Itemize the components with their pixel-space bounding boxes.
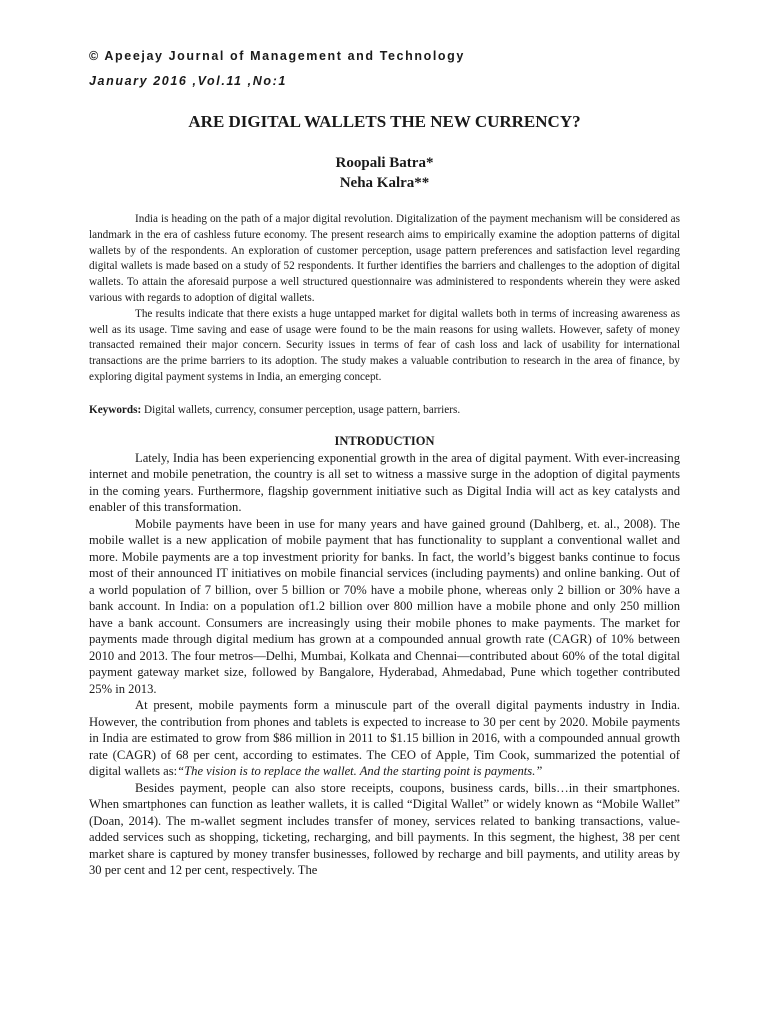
body-paragraph bbox=[89, 697, 680, 780]
paper-title: ARE DIGITAL WALLETS THE NEW CURRENCY? bbox=[188, 112, 581, 131]
author-name: Neha Kalra** bbox=[339, 175, 430, 191]
abstract-paragraph: The results indicate that there exists a huge untapped market for digital wallets both in terms of increasing awareness as well as its usage. Time saving and ease of usage were found to be the main reasons for using wallets. However, safety of money transacted remained their major concern. Security issues in terms of fear of cash loss and lack of usability for international transactions are the prime barriers to its adoption. The study makes a valuable contribution to research in the area of finance, by exploring digital payment systems in India, an emerging concept. bbox=[89, 307, 680, 383]
journal-name: © Apeejay Journal of Management and Technology bbox=[89, 49, 465, 63]
keywords-text: Digital wallets, currency, consumer perception, usage pattern, barriers. bbox=[141, 403, 461, 416]
section-heading: INTRODUCTION bbox=[334, 433, 435, 448]
keywords bbox=[89, 403, 680, 419]
body-paragraph: Besides payment, people can also store receipts, coupons, business cards, bills…in their smartphones. When smartphones can function as leather wallets, it is called “Digital Wallet” or widely known as “Mobile Wallet” (Doan, 2014). The m-wallet segment includes transfer of money, services related to banking transactions, value-added services such as shopping, ticketing, recharging, and bill payments. In this segment, the highest, 38 per cent market share is captured by money transfer businesses, followed by recharge and bill payments, and utility areas by 30 per cent and 12 per cent, respectively. The bbox=[89, 780, 680, 878]
body-text: At present, mobile payments form a minuscule part of the overall digital payments industry in India. However, the contribution from phones and tablets is expected to increase to 30 per cent by 2020. Mobile payments in India are estimated to grow from $86 million in 2011 to $1.15 billion in 2016, with a compounded annual growth rate (CAGR) of 68 per cent, according to estimates. The CEO of Apple, Tim Cook, summarized the potential of digital wallets as: bbox=[89, 698, 680, 779]
journal-header bbox=[89, 44, 680, 94]
body-paragraph: Mobile payments have been in use for many years and have gained ground (Dahlberg, et. al., 2008). The mobile wallet is a new application of mobile payment that has functionality to supplant a conventional wallet and more. Mobile payments are a top investment priority for banks. In fact, the world’s biggest banks continue to focus most of their announced IT initiatives on mobile financial services (including payments) and online banking. Out of a world population of 7 billion, over 5 billion or 70% have a mobile phone, whereas only 2 billion or 30% have a bank account. In India: on a population of1.2 billion over 800 million have a mobile phone and only 250 million have a bank account. Consumers are increasingly using their mobile phones to make payments. The market for payments made through digital medium has grown at a compounded annual growth rate (CAGR) of 10% between 2010 and 2013. The four metros—Delhi, Mumbai, Kolkata and Chennai—contributed about 60% of the total digital payment gateway market size, followed by Bangalore, Hyderabad, Ahmedabad, Pune which together contributed 25% in 2013. bbox=[89, 516, 680, 696]
journal-issue: January 2016 ,Vol.11 ,No:1 bbox=[89, 74, 287, 88]
quote: “The vision is to replace the wallet. And the starting point is payments.” bbox=[177, 764, 543, 779]
abstract-paragraph: India is heading on the path of a major digital revolution. Digitalization of the payment mechanism will be considered as landmark in the era of cashless future economy. The present research aims to empirically examine the adoption patterns of digital wallets by of the respondents. An exploration of customer perception, usage pattern preferences and satisfaction level regarding digital wallets is made based on a study of 52 respondents. It further identifies the barriers and challenges to the adoption of digital wallets. To attain the aforesaid purpose a well structured questionnaire was administered to respondents wherein they were asked various with regards to adoption of digital wallets. bbox=[89, 213, 680, 304]
author-list bbox=[89, 153, 680, 193]
introduction-body bbox=[89, 450, 680, 879]
body-paragraph: Lately, India has been experiencing exponential growth in the area of digital payment. With ever-increasing internet and mobile penetration, the country is all set to witness a massive surge in the adoption of digital payments in the coming years. Furthermore, flagship government initiative such as Digital India will act as key catalysts and enabler of this transformation. bbox=[89, 450, 680, 515]
author-name: Roopali Batra* bbox=[335, 155, 434, 171]
abstract bbox=[89, 212, 680, 386]
keywords-label: Keywords: bbox=[89, 403, 142, 416]
